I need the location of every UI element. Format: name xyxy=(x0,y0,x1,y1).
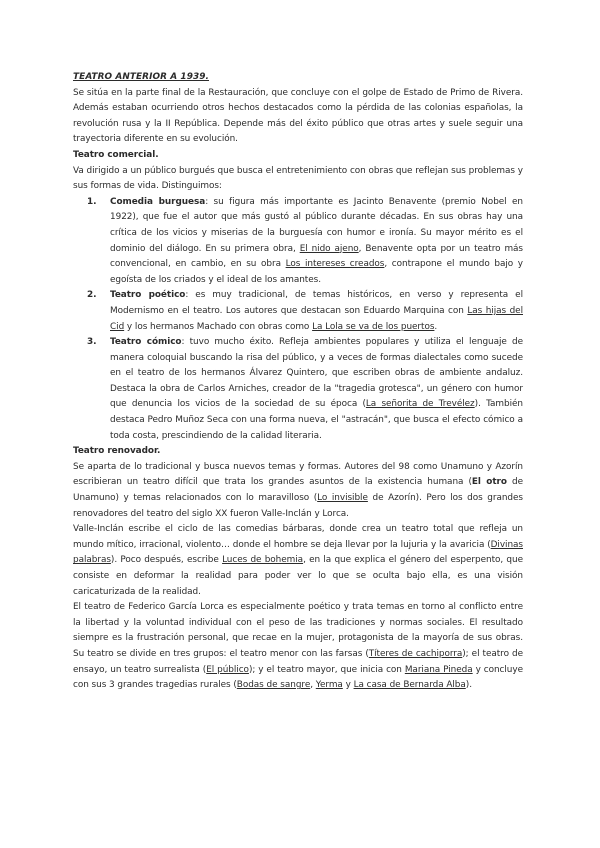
work-title: La Lola se va de los puertos xyxy=(312,321,435,332)
text: ); y el teatro mayor, que inicia con xyxy=(248,664,405,675)
text: ). También destaca Pedro Muñoz Seca con una forma nueva, el "astracán", que busca el efecto cómico a toda costa, prescindiendo de la calidad literaria. xyxy=(110,399,523,441)
list-item-teatro-poetico xyxy=(73,288,523,335)
text: de Unamuno) y temas relacionados con lo maravilloso ( xyxy=(73,477,523,504)
intro-paragraph: Se sitúa en la parte final de la Restauración, que concluye con el golpe de Estado de Primo de Rivera. Además estaban ocurriendo otros hechos destacados como la pérdida de las colonias españolas, la revolución rusa y la II República. Depende más del éxito público que otras artes y suele seguir una trayectoria diferente en su evolución. xyxy=(73,87,523,145)
term: Teatro cómico xyxy=(110,337,182,348)
text: , xyxy=(310,680,316,691)
list-item-teatro-comico xyxy=(73,335,523,444)
document-title: TEATRO ANTERIOR A 1939. xyxy=(73,72,210,82)
work-title: Las hijas del Cid xyxy=(110,305,523,332)
work-title: La señorita de Trevélez xyxy=(365,399,475,410)
text: ). Poco después, escribe xyxy=(110,555,223,566)
text: , Benavente opta por un teatro más convencional, en cambio, en su obra xyxy=(110,243,524,270)
work-title: Divinas palabras xyxy=(73,539,523,566)
text: . xyxy=(434,321,438,332)
text: El teatro de Federico García Lorca es especialmente poético y trata temas en torno al conflicto entre la libertad y la voluntad individual con el peso de las tradiciones y normas sociales. El resultado siempre es la frustración personal, que recae en la mujer, protagonista de la mayoría de sus obras. Su teatro se divide en tres grupos: el teatro menor con las farsas ( xyxy=(73,602,523,659)
term: Comedia burguesa xyxy=(110,196,206,207)
work-title: Bodas de sangre xyxy=(236,680,311,691)
work-title: Lo invisible xyxy=(317,493,368,504)
work-title: El nido ajeno xyxy=(299,243,359,254)
work-title: El otro xyxy=(471,477,507,488)
text: y concluye con sus 3 grandes tragedias rurales ( xyxy=(73,664,523,691)
work-title: Yerma xyxy=(315,680,343,691)
work-title: La casa de Bernarda Alba xyxy=(353,680,466,691)
text: : es muy tradicional, de temas históricos, en verso y representa el Modernismo en el teatro. Los autores que destacan son Eduardo Marquina con xyxy=(110,290,523,316)
text: ); el teatro de ensayo, un teatro surrealista ( xyxy=(73,648,523,675)
text: Se aparta de lo tradicional y busca nuevos temas y formas. Autores del 98 como Unamuno y Azorín escribieran un teatro difícil que trata los grandes asuntos de la existencia humana ( xyxy=(73,461,523,488)
work-title: El público xyxy=(206,664,249,675)
text: de Azorín). Pero los dos grandes renovadores del teatro del siglo XX fueron Valle-Inclán y Lorca. xyxy=(73,493,524,519)
list-number: 1. xyxy=(87,196,97,207)
text: , en la que explica el género del esperpento, que consiste en deformar la realidad para poder ver lo que se oculta bajo ella, es una visión caricaturizada de la realidad. xyxy=(73,555,524,597)
document-page xyxy=(73,70,523,694)
work-title: Mariana Pineda xyxy=(404,664,473,675)
work-title: Los intereses creados xyxy=(285,259,385,270)
term: Teatro poético xyxy=(110,290,186,301)
comercial-intro: Va dirigido a un público burgués que busca el entretenimiento con obras que reflejan sus problemas y sus formas de vida. Distinguimos: xyxy=(73,165,523,192)
text: Valle-Inclán escribe el ciclo de las comedias bárbaras, donde crea un teatro total que refleja un mundo mítico, irracional, violento… donde el hombre se deja llevar por la lujuria y la avaricia ( xyxy=(73,524,523,550)
text: y los hermanos Machado con obras como xyxy=(124,321,313,332)
renovador-paragraph-3 xyxy=(73,600,523,694)
text: : su figura más importante es Jacinto Benavente (premio Nobel en 1922), que fue el autor que más gustó al público durante décadas. En sus obras hay una crítica de los vicios y miserias de la burguesía con humor e ironía. Su mayor mérito es el dominio del diálogo. En su primera obra, xyxy=(110,196,523,254)
list-item-comedia-burguesa xyxy=(73,195,523,289)
comercial-list xyxy=(73,195,523,445)
text: , contrapone el mundo bajo y egoísta de los criados y el ideal de los amantes. xyxy=(110,259,523,285)
section-heading-renovador: Teatro renovador. xyxy=(73,446,161,457)
list-number: 2. xyxy=(87,290,97,301)
text: : tuvo mucho éxito. Refleja ambientes populares y utiliza el lenguaje de manera coloquial buscando la risa del público, y a veces de formas dialectales como sucede en el teatro de los hermanos Álvarez Quintero, que escriben obras de ambiente andaluz. Destaca la obra de Carlos Arniches, creador de la "tragedia grotesca", un género con humor que denuncia los vicios de la sociedad de su época ( xyxy=(110,337,524,410)
work-title: Luces de bohemia xyxy=(222,555,304,566)
work-title: Títeres de cachiporra xyxy=(368,648,463,659)
text: y xyxy=(342,680,354,691)
list-number: 3. xyxy=(87,337,97,348)
text: ). xyxy=(465,680,472,691)
renovador-paragraph-1 xyxy=(73,460,523,522)
section-heading-comercial: Teatro comercial. xyxy=(73,149,159,160)
renovador-paragraph-2 xyxy=(73,522,523,600)
